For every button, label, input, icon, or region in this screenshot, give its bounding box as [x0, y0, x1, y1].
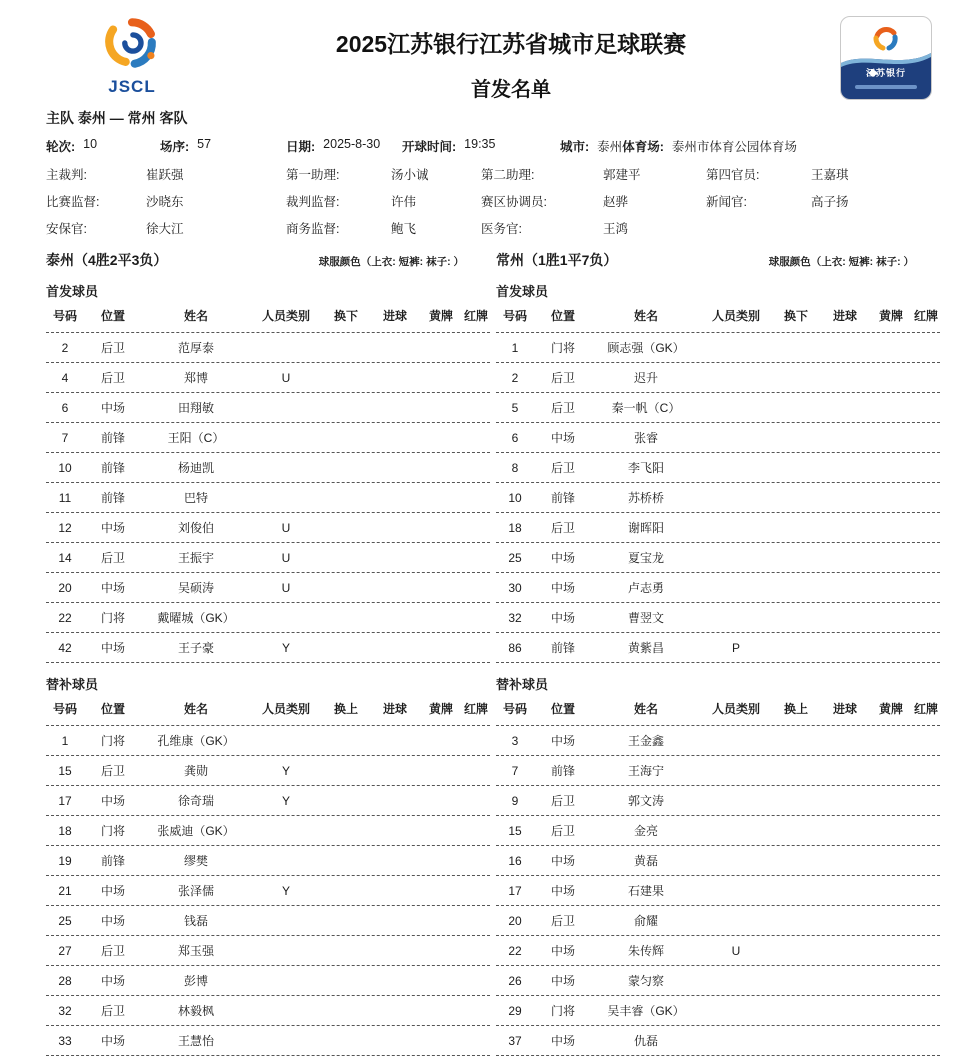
player-name: 苏桥桥 — [627, 491, 664, 505]
official-name: 郭建平 — [603, 168, 641, 182]
player-category: Y — [281, 763, 290, 778]
player-name: 石建果 — [627, 884, 664, 898]
player-number: 6 — [61, 400, 69, 415]
player-name: 吴硕涛 — [177, 581, 214, 595]
player-position: 中场 — [550, 431, 575, 445]
player-name: 郭文涛 — [627, 794, 664, 808]
official-role-label: 新闻官: — [706, 195, 747, 209]
player-number: 37 — [508, 1033, 522, 1048]
player-name: 仇磊 — [633, 1034, 658, 1048]
player-number: 33 — [58, 1033, 72, 1048]
column-header: 红牌 — [463, 702, 488, 716]
player-name: 巴特 — [183, 491, 208, 505]
match-info-value: 泰州市体育公园体育场 — [671, 140, 797, 154]
player-name: 曹翌文 — [627, 611, 664, 625]
official-name: 沙晓东 — [146, 195, 184, 209]
player-position: 后卫 — [550, 371, 575, 385]
player-number: 1 — [61, 733, 69, 748]
player-name: 戴曜城（GK） — [157, 611, 235, 625]
home-starting-columns — [46, 307, 490, 332]
player-category: Y — [281, 883, 290, 898]
player-number: 9 — [511, 793, 519, 808]
away-starting-title: 首发球员 — [496, 284, 549, 299]
player-name: 徐奇瑞 — [177, 794, 214, 808]
table-row — [46, 816, 490, 846]
home-subs-title: 替补球员 — [46, 677, 99, 692]
player-position: 中场 — [550, 611, 575, 625]
player-position: 中场 — [550, 884, 575, 898]
player-position: 后卫 — [550, 824, 575, 838]
player-position: 中场 — [100, 641, 125, 655]
away-team-header — [496, 250, 940, 270]
match-info-label: 城市: — [560, 140, 590, 154]
player-name: 王子豪 — [177, 641, 214, 655]
table-row — [46, 1026, 490, 1056]
player-category: U — [281, 580, 291, 595]
column-header: 人员类别 — [261, 309, 310, 323]
official-name: 鲍飞 — [391, 222, 417, 236]
player-name: 龚勋 — [183, 764, 208, 778]
player-position: 中场 — [100, 401, 125, 415]
player-position: 中场 — [550, 944, 575, 958]
officials-grid — [0, 165, 958, 237]
column-header: 换下 — [783, 309, 808, 323]
player-position: 中场 — [100, 1034, 125, 1048]
table-row — [496, 936, 940, 966]
column-header: 黄牌 — [878, 702, 903, 716]
player-number: 17 — [508, 883, 522, 898]
league-emblem-icon — [105, 16, 159, 70]
column-header: 人员类别 — [711, 702, 760, 716]
player-number: 20 — [58, 580, 72, 595]
player-position: 后卫 — [550, 794, 575, 808]
player-number: 29 — [508, 1003, 522, 1018]
player-position: 门将 — [550, 341, 575, 355]
page-header — [0, 0, 958, 102]
column-header: 换上 — [333, 702, 358, 716]
player-name: 顾志强（GK） — [607, 341, 685, 355]
player-name: 黄磊 — [633, 854, 658, 868]
player-category: U — [731, 943, 741, 958]
player-position: 门将 — [550, 1004, 575, 1018]
table-row — [496, 603, 940, 633]
table-row — [46, 363, 490, 393]
player-number: 12 — [58, 520, 72, 535]
table-row — [496, 363, 940, 393]
player-position: 前锋 — [550, 641, 575, 655]
home-kit-colors-label: 球服颜色（上衣: 短裤: 袜子: ） — [318, 256, 464, 268]
player-number: 32 — [508, 610, 522, 625]
column-header: 姓名 — [183, 309, 208, 323]
table-row — [46, 756, 490, 786]
player-position: 中场 — [550, 1034, 575, 1048]
official-name: 许伟 — [391, 195, 417, 209]
table-row — [46, 393, 490, 423]
player-number: 86 — [508, 640, 522, 655]
player-position: 后卫 — [100, 1004, 125, 1018]
player-position: 后卫 — [550, 914, 575, 928]
official-name: 王鸿 — [603, 222, 629, 236]
player-name: 王阳（C） — [167, 431, 225, 445]
column-header: 进球 — [382, 702, 407, 716]
player-number: 1 — [511, 340, 519, 355]
match-info-value: 10 — [83, 137, 98, 151]
table-row — [496, 513, 940, 543]
table-row — [46, 846, 490, 876]
player-position: 后卫 — [100, 371, 125, 385]
away-subs-table — [496, 725, 940, 1056]
official-name: 高子扬 — [811, 195, 849, 209]
table-row — [46, 453, 490, 483]
table-row — [46, 876, 490, 906]
table-row — [46, 513, 490, 543]
player-position: 前锋 — [550, 491, 575, 505]
player-position: 中场 — [100, 581, 125, 595]
player-position: 中场 — [550, 551, 575, 565]
column-header: 红牌 — [913, 702, 938, 716]
player-name: 钱磊 — [183, 914, 208, 928]
player-position: 前锋 — [100, 854, 125, 868]
player-name: 秦一帆（C） — [611, 401, 681, 415]
player-name: 范厚泰 — [177, 341, 214, 355]
column-header: 人员类别 — [261, 702, 310, 716]
player-position: 中场 — [100, 521, 125, 535]
match-info-pair — [622, 137, 797, 155]
player-name: 缪樊 — [183, 854, 208, 868]
match-info-row — [0, 137, 958, 155]
player-position: 中场 — [100, 914, 125, 928]
column-header: 号码 — [52, 309, 77, 323]
player-number: 4 — [61, 370, 69, 385]
player-name: 彭博 — [183, 974, 208, 988]
page-title — [192, 16, 830, 102]
player-name: 黄紫昌 — [627, 641, 664, 655]
player-number: 11 — [58, 490, 72, 505]
official-role-label: 第二助理: — [481, 168, 535, 182]
player-number: 32 — [58, 1003, 72, 1018]
player-name: 蒙匀察 — [627, 974, 664, 988]
player-position: 中场 — [550, 854, 575, 868]
player-category: U — [281, 520, 291, 535]
player-number: 28 — [58, 973, 72, 988]
player-number: 42 — [58, 640, 72, 655]
official-name: 王嘉琪 — [811, 168, 849, 182]
match-info-pair — [402, 137, 560, 155]
player-number: 22 — [508, 943, 522, 958]
official-role-label: 裁判监督: — [286, 195, 340, 209]
column-header: 红牌 — [463, 309, 488, 323]
player-position: 中场 — [100, 974, 125, 988]
bank-logo-badge — [840, 16, 932, 100]
player-name: 吴丰睿（GK） — [607, 1004, 685, 1018]
table-row — [496, 573, 940, 603]
player-name: 林毅枫 — [177, 1004, 214, 1018]
column-header: 位置 — [550, 309, 575, 323]
player-number: 10 — [58, 460, 72, 475]
match-info-label: 轮次: — [46, 140, 76, 154]
league-logo — [72, 16, 192, 97]
player-number: 2 — [511, 370, 519, 385]
player-position: 前锋 — [100, 491, 125, 505]
table-row — [46, 936, 490, 966]
player-position: 后卫 — [100, 944, 125, 958]
column-header: 黄牌 — [878, 309, 903, 323]
player-number: 10 — [508, 490, 522, 505]
column-header: 进球 — [832, 309, 857, 323]
player-category: Y — [281, 640, 290, 655]
player-number: 3 — [511, 733, 519, 748]
player-number: 16 — [508, 853, 522, 868]
bank-logo-text: 江苏银行 — [865, 68, 906, 78]
column-header: 号码 — [502, 702, 527, 716]
player-number: 8 — [511, 460, 519, 475]
player-name: 田翔敏 — [177, 401, 214, 415]
player-number: 14 — [58, 550, 72, 565]
player-name: 王金鑫 — [627, 734, 664, 748]
table-row — [496, 756, 940, 786]
player-position: 中场 — [550, 974, 575, 988]
player-number: 25 — [508, 550, 522, 565]
table-row — [46, 333, 490, 363]
column-header: 换上 — [783, 702, 808, 716]
table-row — [496, 846, 940, 876]
table-row — [496, 483, 940, 513]
home-team-header — [46, 250, 490, 270]
table-row — [46, 543, 490, 573]
home-team-name: 泰州（4胜2平3负） — [46, 252, 168, 268]
column-header: 黄牌 — [428, 309, 453, 323]
player-position: 门将 — [100, 734, 125, 748]
match-info-label: 日期: — [286, 140, 316, 154]
away-kit-colors-label: 球服颜色（上衣: 短裤: 袜子: ） — [768, 256, 914, 268]
official-role-label: 安保官: — [46, 222, 87, 236]
column-header: 姓名 — [633, 702, 658, 716]
home-starting-table — [46, 332, 490, 663]
home-subs-columns — [46, 700, 490, 725]
column-header: 位置 — [100, 702, 125, 716]
table-row — [496, 966, 940, 996]
player-number: 15 — [508, 823, 522, 838]
player-name: 谢晖阳 — [627, 521, 664, 535]
player-position: 中场 — [100, 794, 125, 808]
table-row — [496, 1026, 940, 1056]
player-name: 王海宁 — [627, 764, 664, 778]
bank-logo-subtext-stripe — [855, 85, 917, 89]
player-position: 中场 — [550, 581, 575, 595]
table-row — [46, 633, 490, 663]
official-name: 汤小诚 — [391, 168, 429, 182]
player-number: 30 — [508, 580, 522, 595]
player-number: 2 — [61, 340, 69, 355]
player-number: 7 — [61, 430, 69, 445]
player-number: 20 — [508, 913, 522, 928]
player-number: 6 — [511, 430, 519, 445]
player-name: 卢志勇 — [627, 581, 664, 595]
table-row — [496, 726, 940, 756]
player-position: 后卫 — [550, 521, 575, 535]
player-name: 金亮 — [633, 824, 658, 838]
column-header: 红牌 — [913, 309, 938, 323]
player-number: 19 — [58, 853, 72, 868]
table-row — [496, 453, 940, 483]
away-subs-title: 替补球员 — [496, 677, 549, 692]
player-number: 22 — [58, 610, 72, 625]
match-info-label: 开球时间: — [402, 140, 457, 154]
table-row — [46, 603, 490, 633]
table-row — [46, 966, 490, 996]
column-header: 号码 — [502, 309, 527, 323]
match-info-value: 19:35 — [464, 137, 496, 151]
player-number: 26 — [508, 973, 522, 988]
table-row — [46, 726, 490, 756]
match-info-label: 场序: — [160, 140, 190, 154]
official-role-label: 医务官: — [481, 222, 522, 236]
player-number: 18 — [508, 520, 522, 535]
table-row — [496, 543, 940, 573]
column-header: 人员类别 — [711, 309, 760, 323]
column-header: 姓名 — [183, 702, 208, 716]
player-position: 后卫 — [550, 461, 575, 475]
player-name: 王慧怡 — [177, 1034, 214, 1048]
player-number: 5 — [511, 400, 519, 415]
match-info-value: 2025-8-30 — [323, 137, 381, 151]
column-header: 进球 — [832, 702, 857, 716]
table-row — [496, 906, 940, 936]
match-info-pair — [46, 137, 160, 155]
player-name: 朱传辉 — [627, 944, 664, 958]
player-name: 郑玉强 — [177, 944, 214, 958]
player-position: 门将 — [100, 824, 125, 838]
player-name: 刘俊伯 — [177, 521, 214, 535]
column-header: 换下 — [333, 309, 358, 323]
player-position: 前锋 — [100, 431, 125, 445]
player-name: 郑博 — [183, 371, 208, 385]
player-position: 中场 — [550, 734, 575, 748]
official-name: 崔跃强 — [146, 168, 184, 182]
player-position: 后卫 — [100, 551, 125, 565]
official-role-label: 赛区协调员: — [481, 195, 547, 209]
player-category: U — [281, 550, 291, 565]
page-title-line1: 2025江苏银行江苏省城市足球联赛 — [335, 31, 687, 57]
match-teams-line: 主队 泰州 — 常州 客队 — [46, 110, 188, 126]
table-row — [496, 876, 940, 906]
column-header: 黄牌 — [428, 702, 453, 716]
table-row — [46, 786, 490, 816]
player-name: 夏宝龙 — [627, 551, 664, 565]
match-info-value: 泰州 — [597, 140, 623, 154]
player-position: 后卫 — [100, 764, 125, 778]
player-number: 18 — [58, 823, 72, 838]
home-subs-table — [46, 725, 490, 1056]
player-name: 张泽儒 — [177, 884, 214, 898]
match-info-label: 体育场: — [622, 140, 664, 154]
column-header: 号码 — [52, 702, 77, 716]
player-name: 张睿 — [633, 431, 658, 445]
official-role-label: 比赛监督: — [46, 195, 100, 209]
home-starting-title: 首发球员 — [46, 284, 99, 299]
column-header: 位置 — [550, 702, 575, 716]
table-row — [496, 996, 940, 1026]
table-row — [496, 633, 940, 663]
away-subs-columns — [496, 700, 940, 725]
match-info-pair — [560, 137, 622, 155]
player-position: 前锋 — [100, 461, 125, 475]
table-row — [46, 996, 490, 1026]
player-name: 孔维康（GK） — [157, 734, 235, 748]
player-position: 门将 — [100, 611, 125, 625]
player-number: 21 — [58, 883, 72, 898]
table-row — [46, 423, 490, 453]
official-role-label: 商务监督: — [286, 222, 340, 236]
player-name: 张威迪（GK） — [157, 824, 235, 838]
player-name: 李飞阳 — [627, 461, 664, 475]
official-role-label: 主裁判: — [46, 168, 87, 182]
player-number: 17 — [58, 793, 72, 808]
away-starting-table — [496, 332, 940, 663]
player-number: 25 — [58, 913, 72, 928]
official-role-label: 第四官员: — [706, 168, 760, 182]
player-number: 7 — [511, 763, 519, 778]
official-name: 赵骅 — [603, 195, 629, 209]
player-position: 后卫 — [550, 401, 575, 415]
player-name: 杨迪凯 — [177, 461, 214, 475]
table-row — [496, 393, 940, 423]
player-number: 15 — [58, 763, 72, 778]
away-starting-columns — [496, 307, 940, 332]
player-position: 中场 — [100, 884, 125, 898]
match-info-value: 57 — [197, 137, 212, 151]
player-name: 俞耀 — [633, 914, 658, 928]
player-category: P — [731, 640, 740, 655]
table-row — [496, 333, 940, 363]
player-position: 后卫 — [100, 341, 125, 355]
table-row — [496, 816, 940, 846]
player-category: Y — [281, 793, 290, 808]
player-category: U — [281, 370, 291, 385]
match-info-pair — [286, 137, 402, 155]
column-header: 姓名 — [633, 309, 658, 323]
table-row — [46, 573, 490, 603]
column-header: 位置 — [100, 309, 125, 323]
player-name: 迟升 — [633, 371, 658, 385]
player-number: 27 — [58, 943, 72, 958]
table-row — [496, 786, 940, 816]
column-header: 进球 — [382, 309, 407, 323]
page-title-line2: 首发名单 — [471, 79, 551, 101]
official-role-label: 第一助理: — [286, 168, 340, 182]
table-row — [496, 423, 940, 453]
away-team-name: 常州（1胜1平7负） — [496, 252, 618, 268]
player-position: 前锋 — [550, 764, 575, 778]
match-info-pair — [160, 137, 286, 155]
player-name: 王振宇 — [177, 551, 214, 565]
table-row — [46, 483, 490, 513]
team-columns — [0, 250, 958, 1056]
league-abbr: JSCL — [108, 77, 156, 96]
home-team-column — [46, 250, 490, 1056]
table-row — [46, 906, 490, 936]
official-name: 徐大江 — [146, 222, 184, 236]
away-team-column — [496, 250, 940, 1056]
